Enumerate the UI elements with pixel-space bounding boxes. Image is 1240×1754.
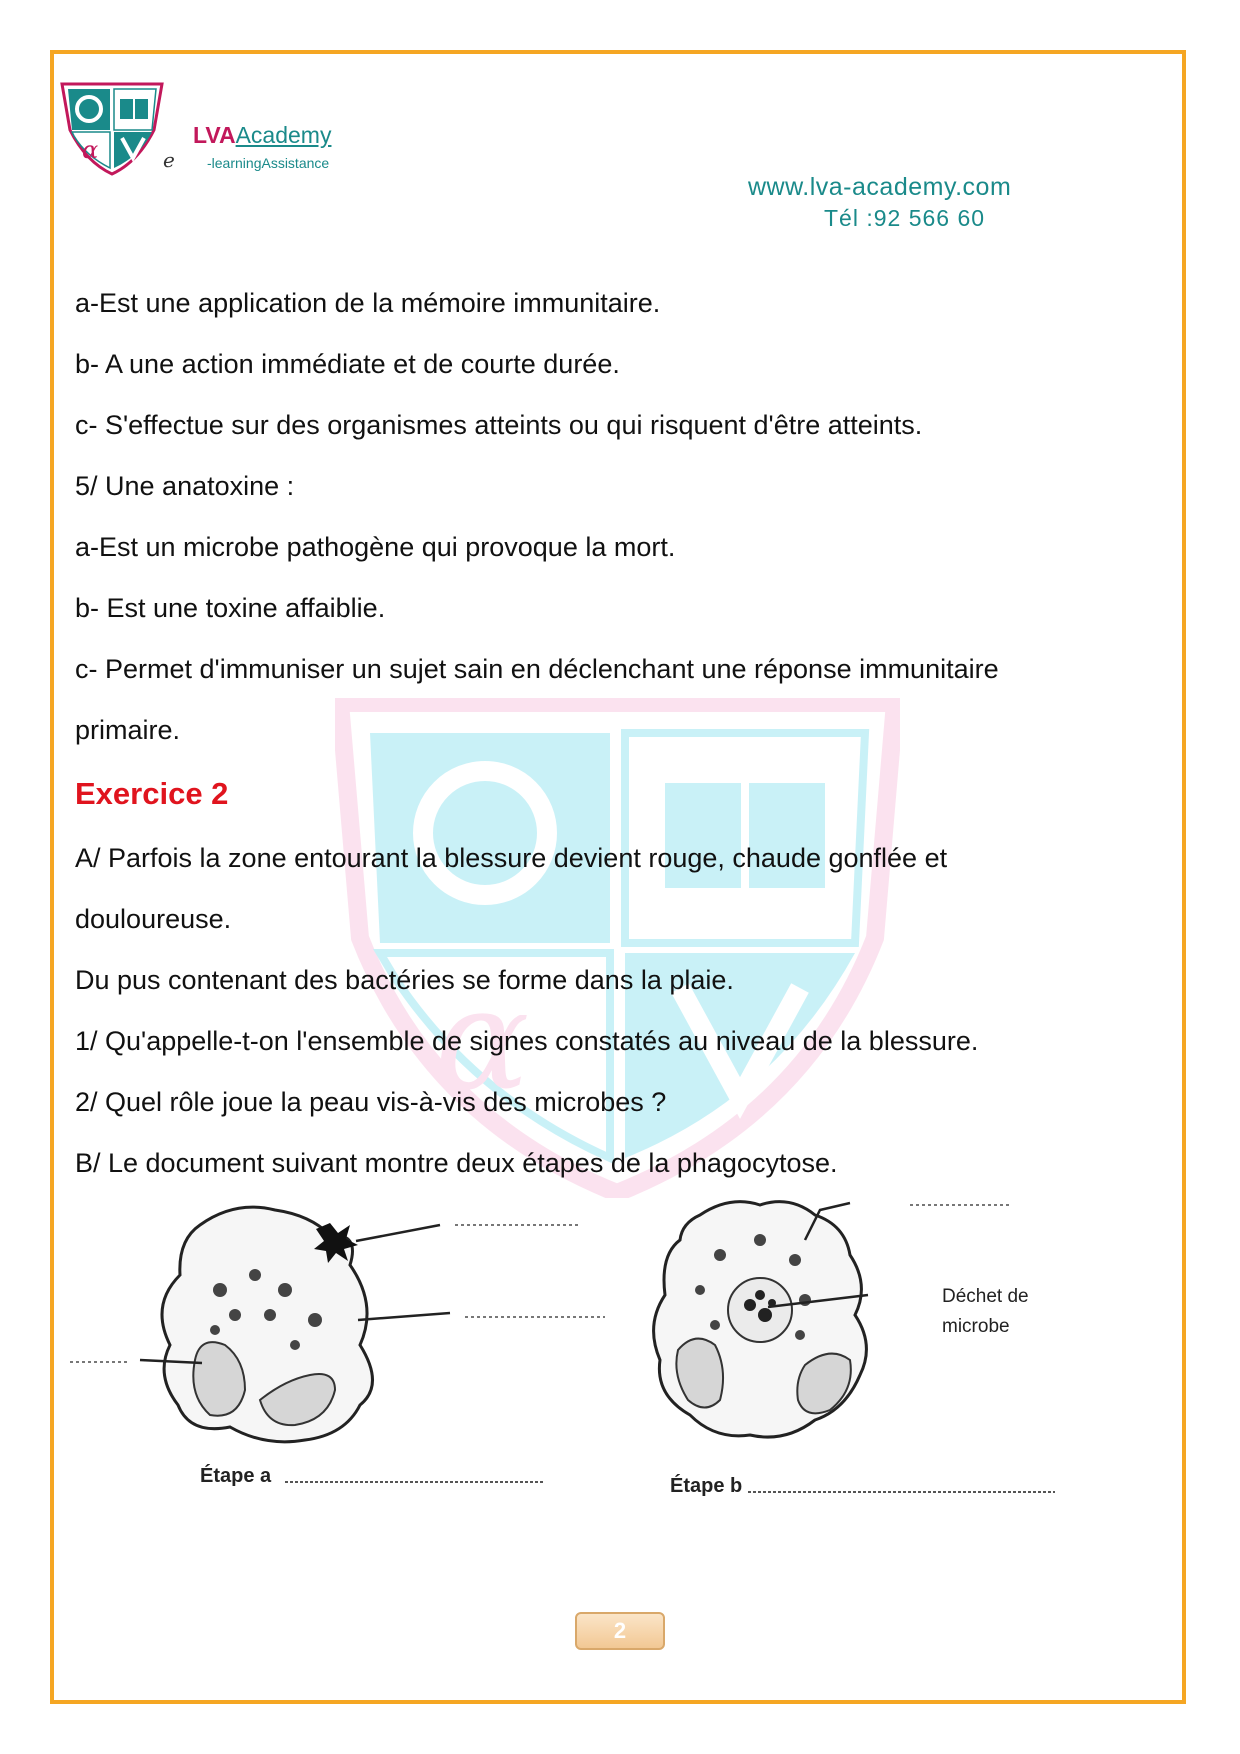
- answer-line-5c: c- Permet d'immuniser un sujet sain en déclenchant une réponse immunitaire: [75, 654, 999, 684]
- cell-stage-b: [654, 1202, 1055, 1497]
- answer-line-2: b- A une action immédiate et de courte durée.: [75, 349, 620, 379]
- stage-b-label: Étape b: [670, 1475, 743, 1497]
- exercise-heading: Exercice 2: [75, 776, 229, 811]
- lva-shield-logo: [58, 80, 166, 176]
- phone-number: Tél :92 566 60: [824, 205, 986, 231]
- page-number-badge: 2: [575, 1612, 665, 1650]
- exercise-line-3: Du pus contenant des bactéries se forme dans la plaie.: [75, 965, 734, 995]
- brand-lva: LVA: [193, 122, 236, 148]
- cell-stage-a: [70, 1207, 605, 1487]
- svg-text:α: α: [435, 959, 530, 1122]
- question-5: 5/ Une anatoxine :: [75, 471, 295, 501]
- answer-line-5c-cont: primaire.: [75, 715, 181, 745]
- brand-name: [193, 122, 331, 149]
- answer-line-5a: a-Est un microbe pathogène qui provoque la mort.: [75, 532, 676, 562]
- shield-watermark: [335, 698, 900, 1198]
- stage-a-label: Étape a: [200, 1465, 272, 1487]
- exercise-part-b: B/ Le document suivant montre deux étapes de la phagocytose.: [75, 1148, 838, 1178]
- svg-text:α: α: [82, 136, 99, 164]
- exercise-question-1: 1/ Qu'appelle-t-on l'ensemble de signes constatés au niveau de la blessure.: [75, 1026, 979, 1056]
- e-letter: e: [163, 148, 175, 172]
- answer-line-3: c- S'effectue sur des organismes atteints ou qui risquent d'être atteints.: [75, 410, 923, 440]
- brand-academy: Academy: [235, 122, 332, 148]
- phagocytosis-figure: [60, 1195, 1080, 1535]
- exercise-line-2: douloureuse.: [75, 904, 232, 934]
- answer-line-5b: b- Est une toxine affaiblie.: [75, 593, 386, 623]
- brand-tagline: -learningAssistance: [207, 155, 330, 171]
- exercise-line-1: A/ Parfois la zone entourant la blessure devient rouge, chaude gonflée et: [75, 843, 948, 873]
- waste-label-line1: Déchet de: [942, 1286, 1029, 1307]
- waste-label-line2: microbe: [942, 1316, 1010, 1337]
- answer-line-1: a-Est une application de la mémoire immunitaire.: [75, 288, 661, 318]
- website-link[interactable]: www.lva-academy.com: [748, 173, 1012, 201]
- exercise-question-2: 2/ Quel rôle joue la peau vis-à-vis des microbes ?: [75, 1087, 667, 1117]
